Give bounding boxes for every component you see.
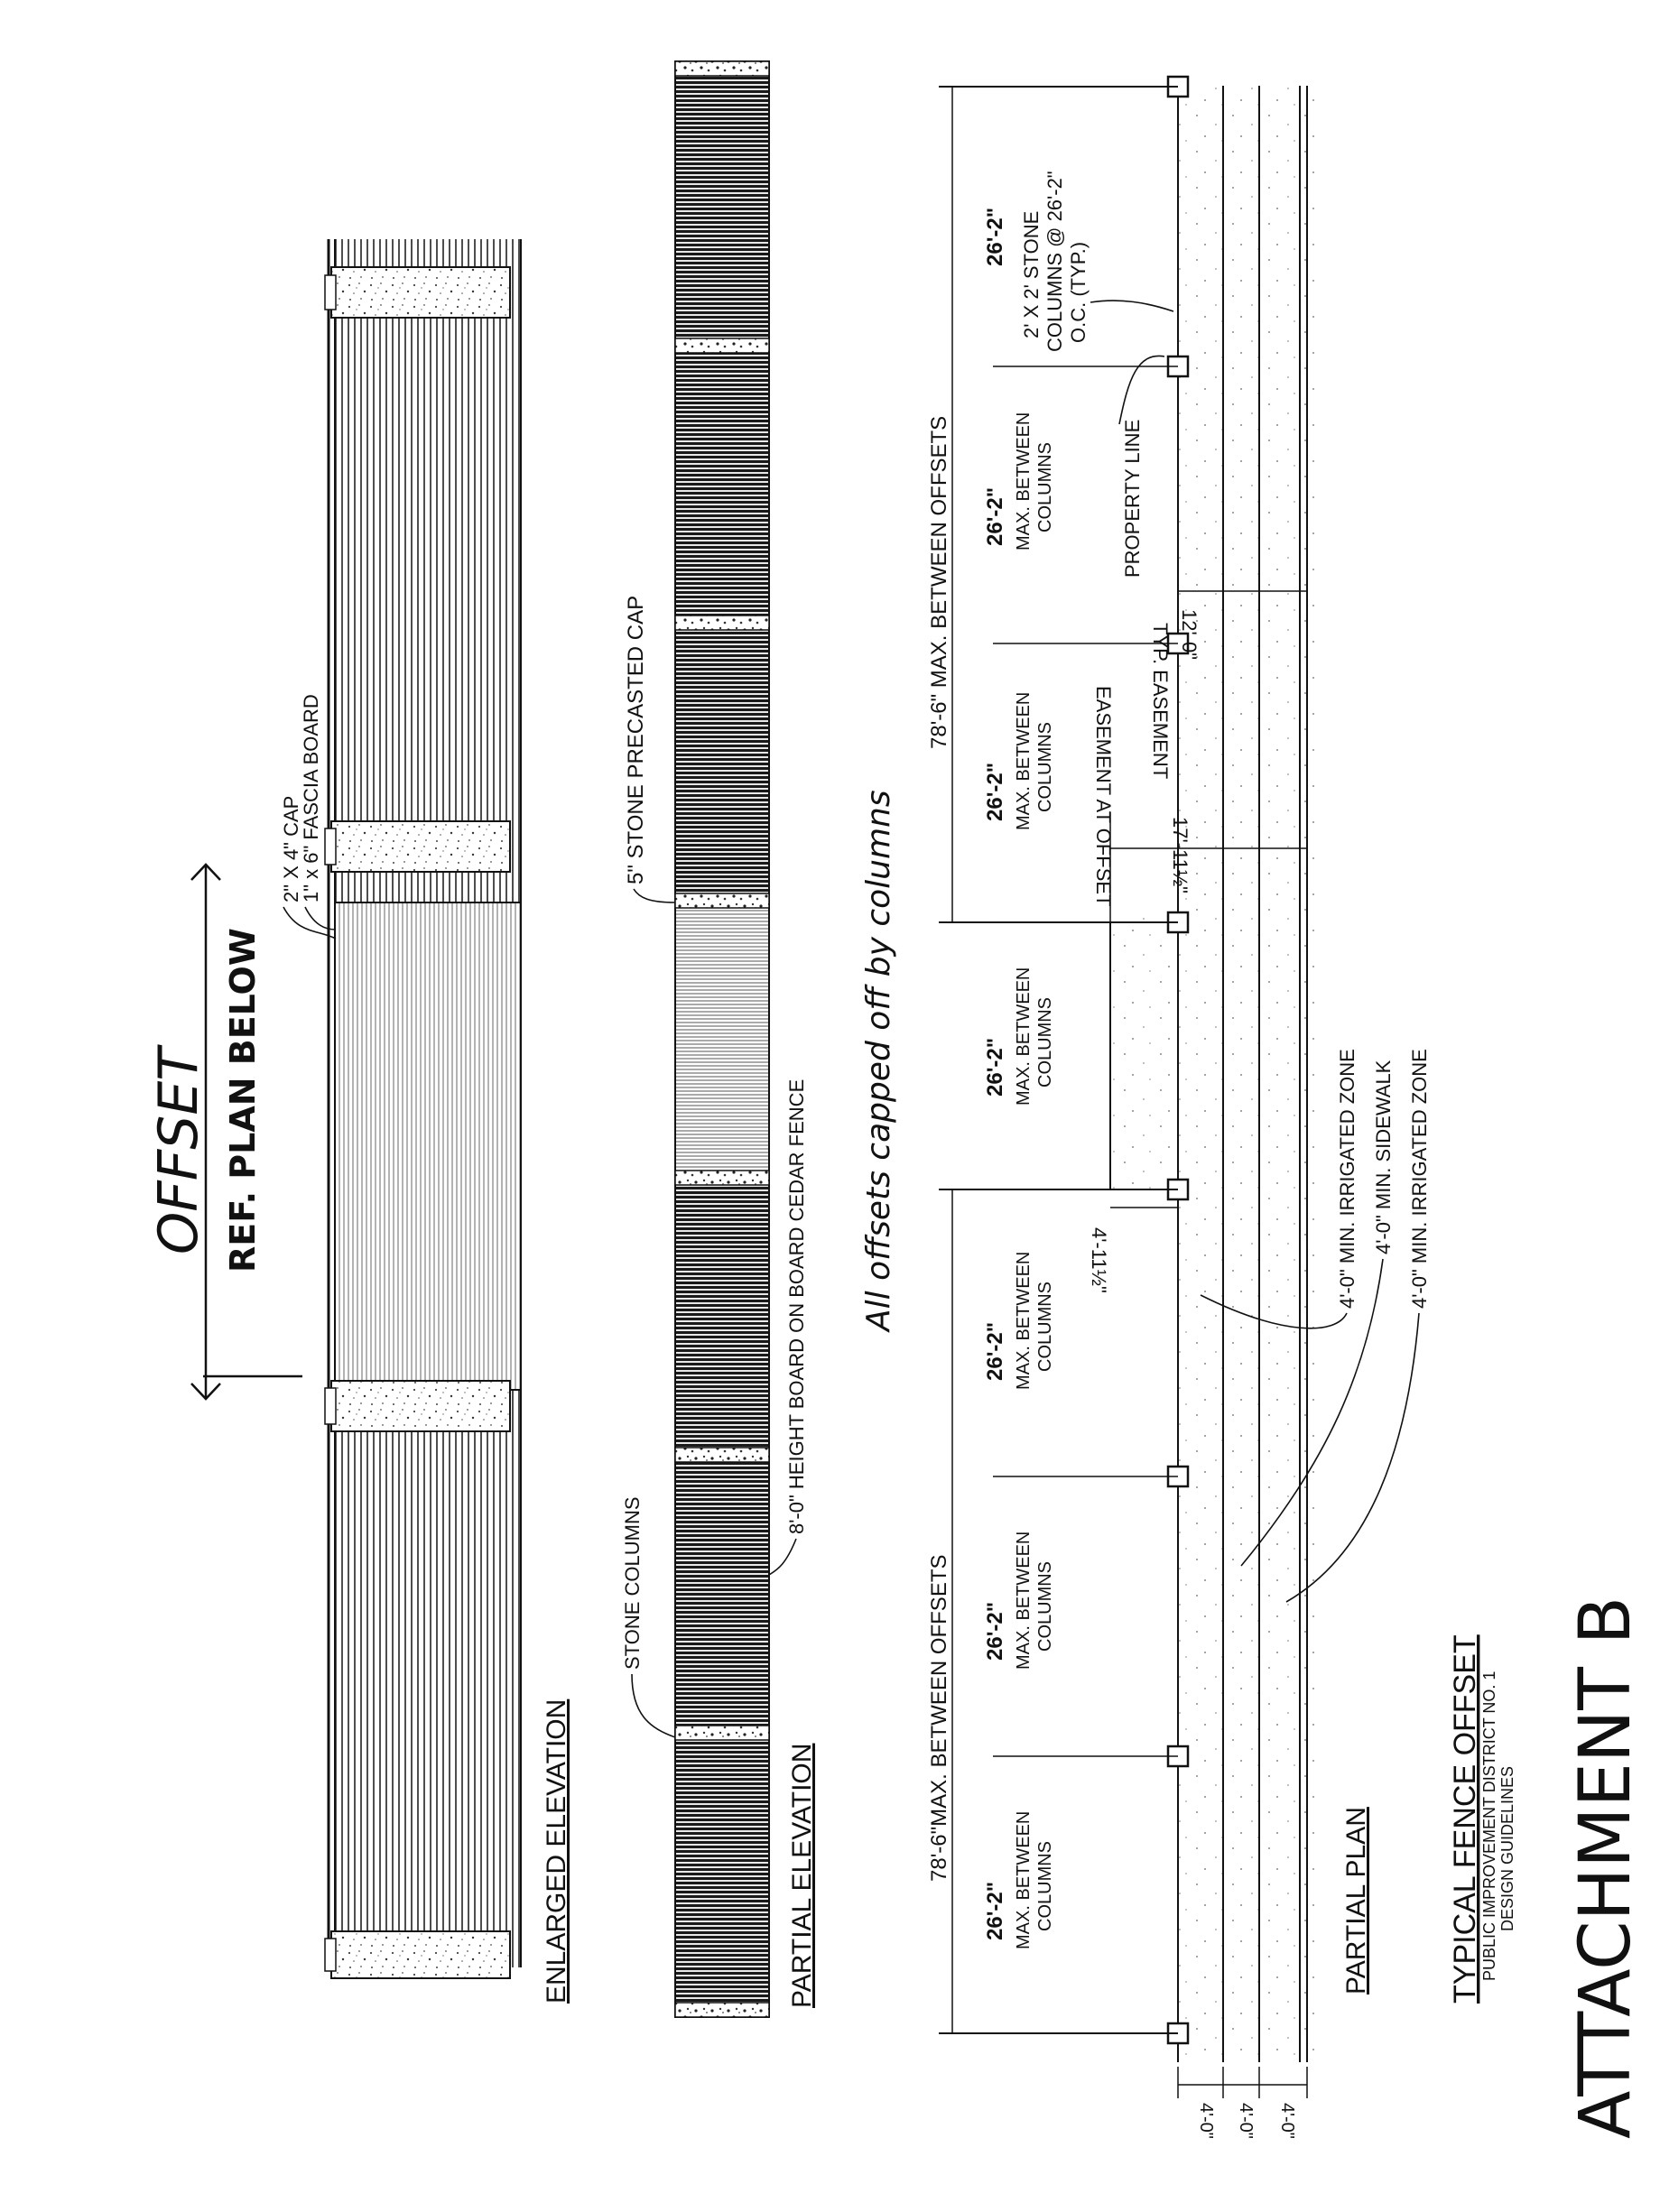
zone-label-2: 4'-0" MIN. SIDEWALK [1372, 1060, 1395, 1254]
bay-label [983, 1252, 1055, 1390]
offset-fence-segment [675, 898, 769, 1178]
offset-note [147, 865, 302, 1399]
svg-text:26'-2": 26'-2" [983, 1321, 1007, 1381]
offset-depth-dim: 4'-11½" [1088, 1227, 1110, 1293]
sheet-subtitle-1: PUBLIC IMPROVEMENT DISTRICT NO. 1 [1480, 1671, 1498, 1981]
stone-cap [675, 1171, 769, 1185]
stone-cap [675, 1726, 769, 1740]
run-label-left: 78'-6"MAX. BETWEEN OFFSETS [927, 1554, 951, 1882]
stone-cap-leader [634, 889, 675, 902]
bay-label [983, 208, 1007, 266]
sheet-subtitle-2: DESIGN GUIDELINES [1498, 1765, 1516, 1931]
stone-cap [675, 1448, 769, 1462]
partial-plan-title: PARTIAL PLAN [1341, 1807, 1371, 1995]
svg-text:O.C. (TYP.): O.C. (TYP.) [1067, 241, 1090, 343]
typ-easement-label: TYP. EASEMENT [1149, 623, 1172, 780]
svg-text:MAX. BETWEEN: MAX. BETWEEN [1014, 1251, 1034, 1390]
strip-dim-2: 4'-0" [1236, 2103, 1256, 2139]
svg-text:COLUMNS: COLUMNS [1035, 996, 1055, 1087]
run-label-right: 78'-6" MAX. BETWEEN OFFSETS [927, 415, 951, 749]
svg-text:MAX. BETWEEN: MAX. BETWEEN [1014, 691, 1034, 830]
stone-columns-label: STONE COLUMNS [621, 1496, 644, 1670]
svg-text:MAX. BETWEEN: MAX. BETWEEN [1014, 967, 1034, 1106]
svg-text:26'-2": 26'-2" [983, 1881, 1007, 1940]
fascia-leader [305, 907, 336, 930]
enlarged-elevation-title: ENLARGED ELEVATION [542, 1698, 571, 2004]
handwritten-note: All offsets capped off by columns [860, 790, 897, 1331]
fascia-board-label: 1" x 6" FASCIA BOARD [300, 694, 322, 902]
strip-dim-1: 4'-0" [1196, 2103, 1216, 2139]
stone-cap-label: 5" STONE PRECASTED CAP [624, 595, 648, 884]
svg-text:COLUMNS: COLUMNS [1035, 441, 1055, 532]
strip-dim-3: 4'-0" [1277, 2103, 1297, 2139]
offset-easement-label: EASEMENT AT OFFSET [1092, 686, 1115, 907]
stone-cap [675, 2003, 769, 2017]
svg-text:2' X 2' STONE: 2' X 2' STONE [1020, 210, 1043, 338]
svg-text:MAX. BETWEEN: MAX. BETWEEN [1014, 1531, 1034, 1670]
stone-column [325, 267, 510, 318]
svg-text:COLUMNS: COLUMNS [1035, 1281, 1055, 1372]
svg-text:COLUMNS: COLUMNS [1035, 1560, 1055, 1652]
fence-label: 8'-0" HEIGHT BOARD ON BOARD CEDAR FENCE [785, 1078, 808, 1534]
stone-column [325, 1381, 510, 1431]
svg-text:MAX. BETWEEN: MAX. BETWEEN [1014, 1810, 1034, 1949]
typ-easement-dim: 12'-0" [1178, 609, 1201, 661]
cap-label: 2" X 4" CAP [280, 795, 302, 902]
partial-elevation-title: PARTIAL ELEVATION [787, 1743, 817, 2008]
column-note [1020, 171, 1173, 352]
partial-plan [927, 77, 1431, 2139]
offset-easement-area [1110, 912, 1178, 1196]
stone-columns-leader [632, 1674, 675, 1737]
sheet-title: TYPICAL FENCE OFFSET [1448, 1634, 1482, 2004]
fence-leader [769, 1539, 796, 1575]
stone-cap [675, 338, 769, 353]
bay-label [983, 412, 1055, 551]
zone-label-3: 4'-0" MIN. IRRIGATED ZONE [1408, 1049, 1431, 1309]
svg-text:26'-2": 26'-2" [983, 486, 1007, 546]
svg-text:26'-2": 26'-2" [983, 207, 1007, 266]
offset-fence-panel [336, 902, 520, 1390]
attachment-label: ATTACHMENT B [1565, 1596, 1646, 2139]
stone-column [325, 1931, 510, 1978]
bay-label [983, 692, 1055, 830]
bay-label [983, 1532, 1055, 1670]
svg-text:COLUMNS: COLUMNS [1035, 721, 1055, 812]
property-line-label: PROPERTY LINE [1121, 419, 1144, 578]
irrigated-zone-1 [1178, 86, 1318, 2062]
stone-cap [675, 893, 769, 908]
title-block [1448, 1597, 1646, 2139]
svg-text:COLUMNS @ 26'-2": COLUMNS @ 26'-2" [1043, 171, 1066, 352]
offset-ref-note: REF. PLAN BELOW [223, 928, 263, 1273]
offset-easement-dim: 17'-11½" [1169, 817, 1192, 893]
partial-elevation [621, 61, 817, 2017]
stone-cap [675, 61, 769, 76]
svg-text:26'-2": 26'-2" [983, 1601, 1007, 1661]
bay-label [983, 1811, 1055, 1949]
bay-label [983, 967, 1055, 1106]
svg-text:MAX. BETWEEN: MAX. BETWEEN [1014, 412, 1034, 551]
stone-column [325, 821, 510, 872]
enlarged-elevation [280, 239, 571, 2004]
svg-text:COLUMNS: COLUMNS [1035, 1840, 1055, 1931]
stone-cap [675, 615, 769, 630]
offset-heading: OFFSET [147, 1048, 210, 1254]
svg-text:26'-2": 26'-2" [983, 1037, 1007, 1097]
zone-label-1: 4'-0" MIN. IRRIGATED ZONE [1336, 1049, 1359, 1309]
svg-text:26'-2": 26'-2" [983, 762, 1007, 821]
